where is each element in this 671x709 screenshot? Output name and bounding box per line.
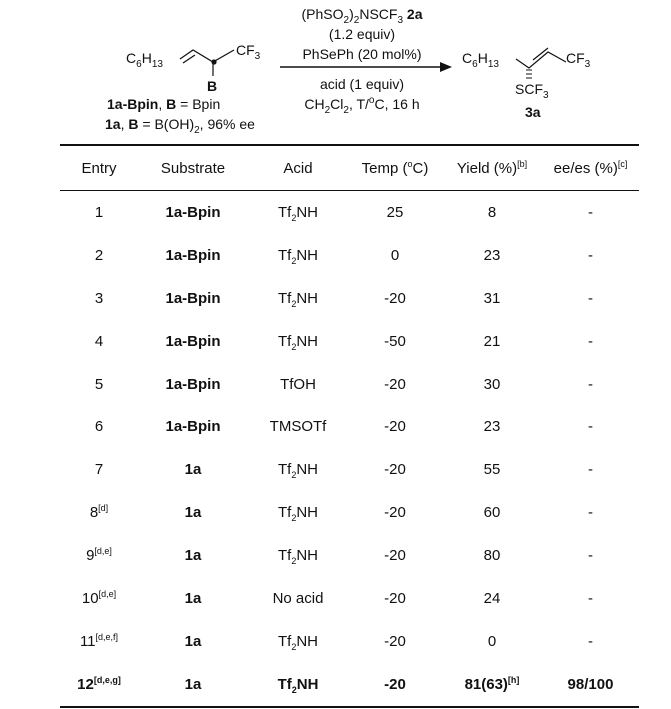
- cell-entry: 7: [94, 461, 104, 479]
- pr-scf3: $SCF_3$: [515, 81, 549, 101]
- header-entry: Entry: [81, 159, 117, 177]
- cell-ee: -: [588, 418, 593, 436]
- cell-substrate: 1a-Bpin: [165, 375, 221, 393]
- cell-ee: -: [588, 589, 593, 607]
- cell-acid: TfOH: [280, 375, 316, 393]
- cell-ee: -: [588, 203, 593, 221]
- cell-substrate: 1a-Bpin: [165, 289, 221, 307]
- cell-temp: -20: [384, 547, 406, 565]
- cell-entry: 8[d]: [89, 503, 109, 522]
- cell-yield: 23: [483, 418, 501, 436]
- sm-label-acid: 1a, $B = B(OH)_2$, 96% ee: [105, 116, 255, 136]
- cell-ee: -: [588, 375, 593, 393]
- cell-temp: -20: [384, 632, 406, 650]
- cell-acid: $Tf_2NH$: [277, 632, 319, 652]
- table-row: [60, 448, 639, 491]
- cell-acid: $Tf_2NH$: [277, 289, 319, 309]
- table-row: [60, 620, 639, 663]
- reagent-formula: $(PhSO_2)_2NSCF_3$ 2a: [301, 6, 423, 26]
- cell-entry: 12[d,e,g]: [77, 674, 121, 693]
- cell-ee: 98/100: [567, 675, 614, 693]
- cell-yield: 31: [483, 289, 501, 307]
- cell-entry: 11[d,e,f]: [79, 631, 119, 650]
- cell-yield: 80: [483, 547, 501, 565]
- cell-entry: 10[d,e]: [81, 588, 117, 607]
- table-row: [60, 277, 639, 320]
- cell-ee: -: [588, 246, 593, 264]
- table-row: [60, 191, 639, 234]
- cell-yield: 21: [483, 332, 501, 350]
- pr-chain: $C_6H_{13}$: [462, 50, 499, 70]
- optimization-table: [60, 144, 639, 708]
- cell-substrate: 1a: [184, 632, 202, 650]
- header-substrate: Substrate: [160, 159, 226, 177]
- cell-substrate: 1a-Bpin: [165, 332, 221, 350]
- cell-substrate: 1a-Bpin: [165, 418, 221, 436]
- header-temp: Temp ($^o$C): [361, 158, 429, 177]
- solvent-condition: $CH_2Cl_2$, T/$^o$C, 16 h: [304, 95, 420, 116]
- cell-ee: -: [588, 504, 593, 522]
- cell-substrate: 1a: [184, 547, 202, 565]
- cell-temp: 0: [390, 246, 400, 264]
- cell-temp: -20: [384, 461, 406, 479]
- cell-ee: -: [588, 547, 593, 565]
- cell-temp: -20: [384, 675, 406, 693]
- cell-entry: 5: [94, 375, 104, 393]
- cell-yield: 8: [487, 203, 497, 221]
- cell-acid: $Tf_2NH$: [277, 504, 319, 524]
- cell-entry: 2: [94, 246, 104, 264]
- cell-acid: $Tf_2NH$: [277, 675, 319, 695]
- reaction-scheme: [0, 0, 671, 150]
- cell-acid: $Tf_2NH$: [277, 246, 319, 266]
- cell-temp: -20: [384, 589, 406, 607]
- cell-substrate: 1a: [184, 589, 202, 607]
- table-row: [60, 534, 639, 577]
- sm-chain: $C_6H_{13}$: [126, 50, 163, 70]
- table-row: [60, 320, 639, 363]
- cell-acid: $Tf_2NH$: [277, 332, 319, 352]
- cell-substrate: 1a: [184, 504, 202, 522]
- reagent-equiv: (1.2 equiv): [328, 26, 396, 42]
- table-header-row: [60, 145, 639, 191]
- cell-substrate: 1a: [184, 461, 202, 479]
- cell-entry: 4: [94, 332, 104, 350]
- cell-ee: -: [588, 461, 593, 479]
- cell-temp: -20: [384, 504, 406, 522]
- table-row: [60, 363, 639, 406]
- table-row: [60, 405, 639, 448]
- cell-entry: 3: [94, 289, 104, 307]
- sm-cf3: $CF_3$: [236, 42, 261, 62]
- cell-temp: -50: [384, 332, 406, 350]
- header-yield: Yield (%)[b]: [456, 158, 528, 177]
- table-row: [60, 234, 639, 277]
- cell-yield: 24: [483, 589, 501, 607]
- pr-bonds: [516, 52, 566, 68]
- table-row: [60, 577, 639, 620]
- catalyst: PhSePh (20 mol%): [302, 46, 422, 62]
- cell-temp: 25: [386, 203, 404, 221]
- cell-ee: -: [588, 632, 593, 650]
- cell-entry: 9[d,e]: [86, 546, 112, 565]
- cell-yield: 81(63)[h]: [464, 674, 520, 693]
- cell-yield: 55: [483, 461, 501, 479]
- header-acid: Acid: [283, 159, 313, 177]
- cell-substrate: 1a: [184, 675, 202, 693]
- sm-stereo-dot: [211, 59, 216, 64]
- cell-acid: $Tf_2NH$: [277, 203, 319, 223]
- cell-acid: No acid: [272, 589, 324, 607]
- sm-label-bpin: 1a-Bpin, B = Bpin: [107, 96, 221, 112]
- optimization-table-wrap: [60, 144, 639, 708]
- cell-acid: $Tf_2NH$: [277, 547, 319, 567]
- cell-yield: 30: [483, 375, 501, 393]
- table-row: [60, 491, 639, 534]
- cell-temp: -20: [384, 289, 406, 307]
- cell-yield: 60: [483, 504, 501, 522]
- cell-substrate: 1a-Bpin: [165, 246, 221, 264]
- cell-temp: -20: [384, 375, 406, 393]
- pr-cf3: $CF_3$: [566, 50, 591, 70]
- cell-ee: -: [588, 289, 593, 307]
- product-label: 3a: [525, 104, 541, 120]
- cell-temp: -20: [384, 418, 406, 436]
- sm-boron: B: [207, 78, 218, 94]
- table-row: [60, 663, 639, 707]
- cell-entry: 1: [94, 203, 104, 221]
- cell-acid: TMSOTf: [269, 418, 327, 436]
- cell-yield: 0: [487, 632, 497, 650]
- cell-ee: -: [588, 332, 593, 350]
- cell-entry: 6: [94, 418, 104, 436]
- acid-condition: acid (1 equiv): [319, 76, 405, 92]
- cell-acid: $Tf_2NH$: [277, 461, 319, 481]
- header-ee: ee/es (%)[c]: [553, 158, 628, 177]
- reaction-arrow-head: [440, 62, 452, 72]
- cell-substrate: 1a-Bpin: [165, 203, 221, 221]
- cell-yield: 23: [483, 246, 501, 264]
